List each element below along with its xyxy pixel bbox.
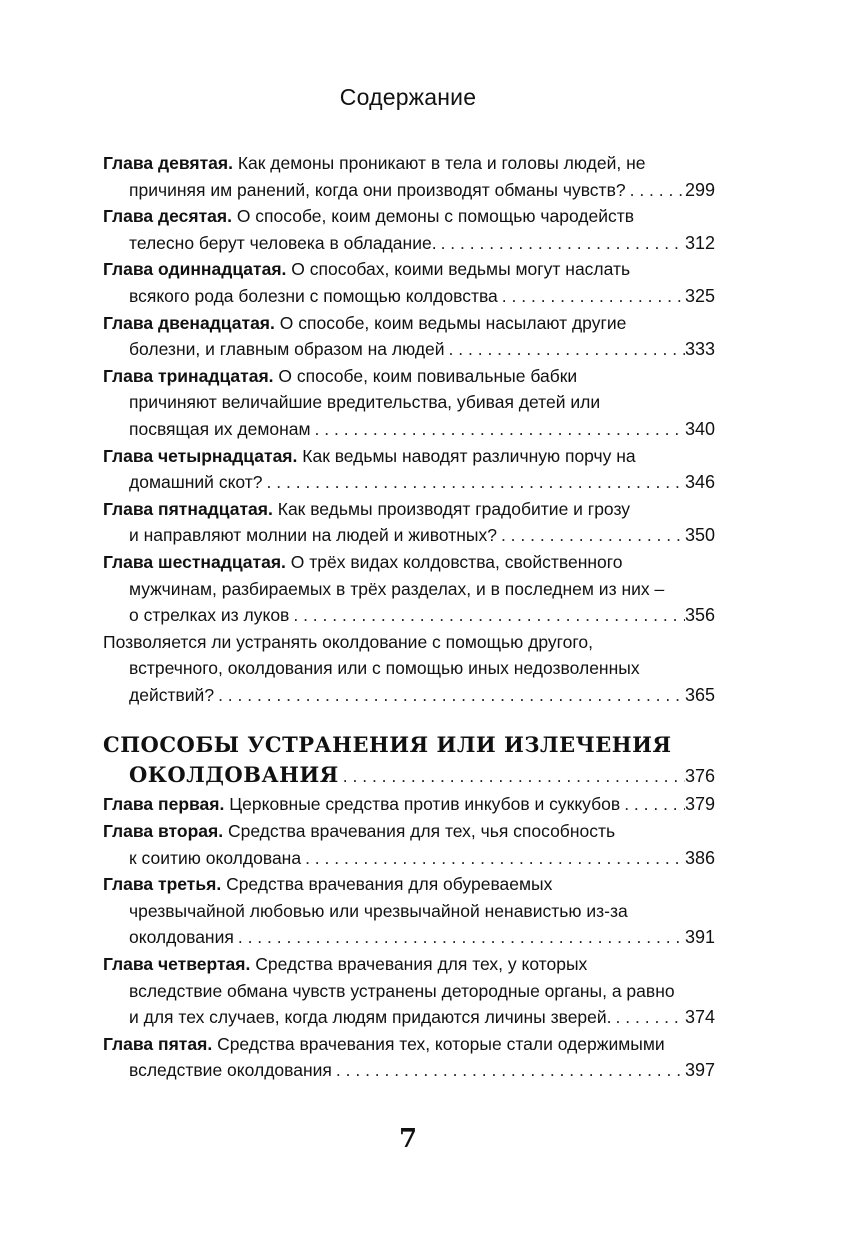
chapter-label: Глава одиннадцатая. (103, 259, 287, 280)
toc-list-part-1 (103, 150, 715, 708)
entry-text-last: болезни, и главным образом на людей (129, 339, 445, 360)
toc-entry (103, 150, 715, 203)
entry-page-number: 346 (684, 472, 715, 493)
dot-leader (339, 761, 685, 791)
page-number: 7 (398, 1124, 418, 1154)
toc-entry-last-line (103, 230, 715, 257)
dot-leader (301, 845, 685, 872)
toc-entry-last-line (103, 845, 715, 872)
toc-entry-line (103, 1031, 715, 1058)
entry-text: Как ведьмы производят градобитие и грозу (277, 498, 631, 519)
entry-text (129, 177, 626, 204)
entry-text (129, 1004, 612, 1031)
chapter-label: Глава десятая. (103, 206, 232, 227)
entry-text (103, 791, 620, 818)
entry-text (129, 602, 289, 629)
toc-entry-line (103, 256, 715, 283)
toc-entry-line (103, 150, 715, 177)
dot-leader (497, 522, 685, 549)
dot-leader (289, 602, 685, 629)
toc-entry-last-line (103, 791, 715, 818)
toc-entry-last-line (103, 1004, 715, 1031)
entry-text: О способе, коим ведьмы насылают другие (279, 312, 627, 333)
entry-page-number: 397 (684, 1060, 715, 1081)
entry-text: О способе, коим демоны с помощью чародейств (236, 206, 635, 227)
toc-entry (103, 871, 715, 951)
toc-entry-last-line (103, 682, 715, 709)
toc-entry (103, 791, 715, 818)
entry-text (129, 469, 263, 496)
chapter-label: Глава первая. (103, 794, 225, 815)
entry-text: Средства врачевания тех, которые стали одержимыми (217, 1033, 665, 1054)
chapter-label: Глава девятая. (103, 153, 233, 173)
entry-text-last: домашний скот? (129, 472, 263, 493)
dot-leader (626, 177, 685, 204)
section-title-line-2 (103, 760, 715, 791)
toc-entry (103, 363, 715, 443)
toc-entry-line (103, 978, 715, 1005)
entry-text (129, 845, 301, 872)
toc-entry-last-line (103, 336, 715, 363)
dot-leader (445, 336, 685, 363)
dot-leader (332, 1057, 685, 1084)
entry-page-number: 374 (684, 1007, 715, 1028)
entry-page-number: 325 (684, 285, 715, 306)
entry-page-number: 333 (684, 339, 715, 360)
entry-text (129, 416, 311, 443)
entry-text-last: телесно берут человека в обладание. (129, 232, 437, 253)
toc-entry (103, 203, 715, 256)
toc-entry-line (103, 203, 715, 230)
entry-text: чрезвычайной любовью или чрезвычайной ненавистью из-за (129, 900, 628, 921)
entry-text: Как демоны проникают в тела и головы людей, не (237, 153, 646, 173)
entry-text: Средства врачевания для обуреваемых (226, 874, 553, 895)
toc-entry (103, 496, 715, 549)
toc-entry-last-line (103, 602, 715, 629)
toc-entry-line (103, 576, 715, 603)
toc-entry (103, 310, 715, 363)
entry-text (129, 682, 214, 709)
entry-text-last: всякого рода болезни с помощью колдовства (129, 285, 498, 306)
toc-entry-last-line (103, 1057, 715, 1084)
entry-page-number: 386 (684, 847, 715, 868)
entry-text (129, 1057, 332, 1084)
dot-leader (498, 283, 685, 310)
entry-text: причиняют величайшие вредительства, убивая детей или (129, 392, 601, 413)
entry-page-number: 340 (684, 418, 715, 439)
entry-page-number: 312 (684, 232, 715, 253)
toc-entry-line (103, 549, 715, 576)
toc-entry-line (103, 496, 715, 523)
toc-entry-line (103, 443, 715, 470)
toc-entry (103, 1031, 715, 1084)
entry-text-last: причиняя им ранений, когда они производят обманы чувств? (129, 179, 626, 200)
dot-leader (214, 682, 685, 709)
chapter-label: Глава пятнадцатая. (103, 498, 273, 519)
entry-page-number: 350 (684, 525, 715, 546)
entry-text (129, 924, 234, 951)
toc-entry-last-line (103, 416, 715, 443)
dot-leader (620, 791, 685, 818)
chapter-label: Глава тринадцатая. (103, 365, 274, 386)
entry-text-last: околдования (129, 927, 234, 948)
dot-leader (612, 1004, 685, 1031)
entry-page-number: 379 (684, 794, 715, 815)
table-of-contents (103, 150, 715, 1084)
entry-text-last: Церковные средства против инкубов и суккубов (229, 794, 621, 815)
entry-text-last: посвящая их демонам (129, 418, 311, 439)
entry-text (129, 336, 445, 363)
section-title-line-1: СПОСОБЫ УСТРАНЕНИЯ ИЛИ ИЗЛЕЧЕНИЯ (103, 732, 672, 758)
toc-entry-line (103, 951, 715, 978)
page-heading: Содержание (339, 84, 477, 110)
chapter-label: Глава шестнадцатая. (103, 551, 286, 572)
entry-page-number: 356 (684, 605, 715, 626)
chapter-label: Глава четырнадцатая. (103, 445, 298, 466)
entry-text-last: действий? (129, 684, 215, 705)
entry-text: Средства врачевания для тех, чья способность (227, 821, 616, 842)
entry-text-last: о стрелках из луков (129, 605, 290, 626)
entry-text (129, 283, 498, 310)
section-title-text: ОКОЛДОВАНИЯ (129, 762, 339, 788)
entry-text-last: вследствие околдования (129, 1060, 332, 1081)
toc-entry (103, 256, 715, 309)
entry-text: Как ведьмы наводят различную порчу на (302, 445, 636, 466)
toc-entry-line (103, 629, 715, 656)
entry-page-number: 365 (684, 684, 715, 705)
dot-leader (437, 230, 685, 257)
entry-page-number: 391 (684, 927, 715, 948)
entry-text: Средства врачевания для тех, у которых (255, 954, 588, 975)
section-page-number: 376 (684, 766, 715, 787)
toc-entry (103, 818, 715, 871)
entry-text-last: и направляют молнии на людей и животных? (129, 525, 497, 546)
dot-leader (234, 924, 685, 951)
toc-entry-line (103, 363, 715, 390)
toc-entry-line (103, 310, 715, 337)
toc-entry-line (103, 818, 715, 845)
toc-section-heading (103, 730, 715, 791)
toc-entry-last-line (103, 177, 715, 204)
entry-text: Позволяется ли устранять околдование с помощью другого, (103, 631, 593, 652)
chapter-label: Глава пятая. (103, 1033, 213, 1054)
dot-leader (263, 469, 685, 496)
toc-entry-last-line (103, 924, 715, 951)
toc-entry (103, 443, 715, 496)
entry-text: вследствие обмана чувств устранены детородные органы, а равно (129, 980, 675, 1001)
entry-text-last: к соитию околдована (129, 847, 302, 868)
entry-text: встречного, околдования или с помощью иных недозволенных (129, 658, 640, 679)
toc-entry-line (103, 871, 715, 898)
toc-entry-last-line (103, 469, 715, 496)
entry-text-last: и для тех случаев, когда людям придаются личины зверей. (129, 1007, 612, 1028)
toc-list-part-2 (103, 791, 715, 1084)
entry-text (129, 522, 497, 549)
chapter-label: Глава вторая. (103, 821, 224, 842)
chapter-label: Глава четвертая. (103, 954, 251, 975)
chapter-label: Глава третья. (103, 874, 222, 895)
entry-text (129, 230, 437, 257)
toc-entry-line (103, 389, 715, 416)
entry-text: О способах, коими ведьмы могут наслать (291, 259, 631, 280)
entry-text: О способе, коим повивальные бабки (278, 365, 578, 386)
entry-page-number: 299 (684, 179, 715, 200)
toc-entry-line (103, 898, 715, 925)
toc-entry (103, 629, 715, 709)
entry-text: мужчинам, разбираемых в трёх разделах, и в последнем из них – (129, 578, 665, 599)
toc-entry (103, 549, 715, 629)
entry-text: О трёх видах колдовства, свойственного (290, 551, 623, 572)
toc-entry-last-line (103, 283, 715, 310)
toc-entry-line (103, 655, 715, 682)
dot-leader (311, 416, 685, 443)
toc-entry-last-line (103, 522, 715, 549)
chapter-label: Глава двенадцатая. (103, 312, 275, 333)
toc-entry (103, 951, 715, 1031)
